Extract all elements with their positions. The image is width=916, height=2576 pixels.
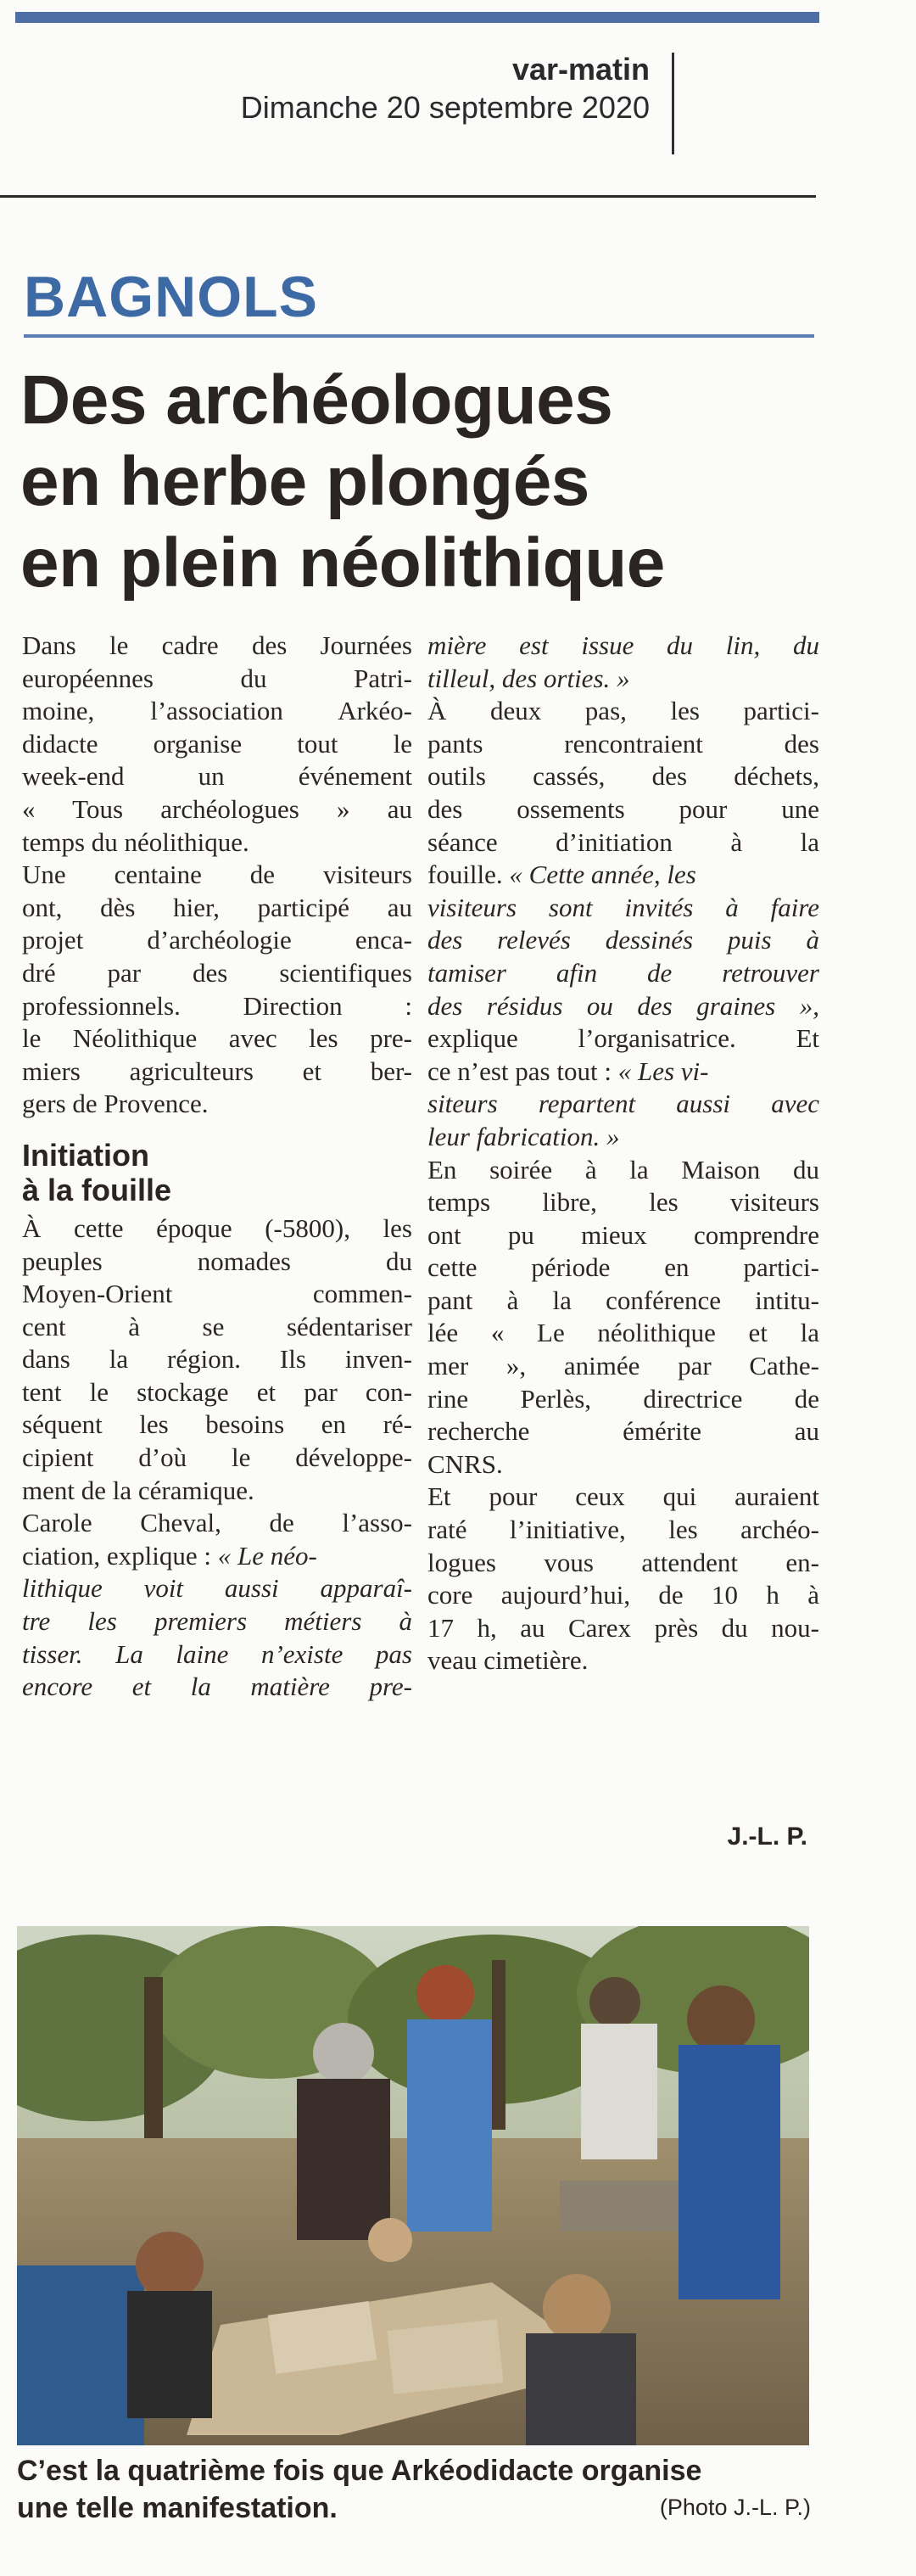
text-line: le Néolithique avec les pre- — [22, 1023, 412, 1054]
text-line: didacte organise tout le — [22, 728, 412, 759]
text-run: ce n’est pas tout : — [427, 1056, 618, 1086]
text-line: séquent les besoins en ré- — [22, 1409, 412, 1440]
caption-line: C’est la quatrième fois que Arkéodidacte organise — [17, 2455, 702, 2487]
paragraph — [427, 1481, 819, 1677]
text-line: pants rencontraient des — [427, 728, 819, 759]
quote-continuation — [427, 630, 819, 695]
quote-run: « Cette année, les — [509, 860, 696, 890]
text-line: dré par des scientifiques — [22, 957, 412, 988]
quote-line: mière est issue du lin, du — [427, 630, 819, 660]
text-line: gers de Provence. — [22, 1089, 209, 1119]
text-line: séance d’initiation à la — [427, 826, 819, 857]
text-line: rine Perlès, directrice de — [427, 1383, 819, 1414]
text-line: Et pour ceux qui auraient — [427, 1481, 819, 1512]
headline-line: en herbe plongés — [20, 443, 589, 520]
subheading — [22, 1138, 412, 1207]
text-line — [427, 1056, 819, 1089]
quote-run: « Les vi- — [617, 1056, 709, 1086]
headline-line: en plein néolithique — [20, 524, 665, 602]
photo-scene — [17, 1926, 809, 2445]
text-line: veau cimetière. — [427, 1645, 589, 1676]
text-line: cipient d’où le développe- — [22, 1442, 412, 1473]
quote-line: des résidus ou des graines », — [427, 990, 819, 1021]
text-line: ment de la céramique. — [22, 1475, 254, 1505]
text-line — [427, 859, 819, 892]
text-line: miers agriculteurs et ber- — [22, 1056, 412, 1086]
text-line: peuples nomades du — [22, 1246, 412, 1276]
text-line — [22, 1540, 412, 1573]
quote-line: lithique voit aussi apparaî- — [22, 1573, 412, 1604]
text-line: dans la région. Ils inven- — [22, 1344, 412, 1375]
quote-line: tisser. La laine n’existe pas — [22, 1638, 412, 1669]
quote-line: tre les premiers métiers à — [22, 1606, 412, 1637]
text-line: Moyen-Orient commen- — [22, 1279, 412, 1309]
text-line: Dans le cadre des Journées — [22, 630, 412, 660]
publication-date: Dimanche 20 septembre 2020 — [240, 90, 650, 125]
text-line: pant à la conférence intitu- — [427, 1285, 819, 1315]
quote-line: leur fabrication. » — [427, 1121, 620, 1151]
text-line: professionnels. Direction : — [22, 990, 412, 1021]
text-line: ont, dès hier, participé au — [22, 892, 412, 922]
text-line: core aujourd’hui, de 10 h à — [427, 1580, 819, 1610]
quote-run: « Le néo- — [217, 1540, 317, 1571]
article-column-right — [427, 630, 819, 1677]
text-line: moine, l’association Arkéo- — [22, 696, 412, 726]
author-signature: J.-L. P. — [727, 1823, 807, 1851]
text-line: explique l’organisatrice. Et — [427, 1023, 819, 1054]
article-headline — [20, 360, 818, 604]
text-line: Carole Cheval, de l’asso- — [22, 1508, 412, 1538]
text-line: En soirée à la Maison du — [427, 1154, 819, 1184]
paragraph — [427, 695, 819, 1153]
subheading-line: Initiation — [22, 1137, 149, 1173]
text-line: temps du néolithique. — [22, 826, 249, 857]
masthead — [241, 51, 650, 127]
masthead-rule — [0, 195, 816, 198]
paragraph — [22, 1507, 412, 1704]
section-rubric: BAGNOLS — [24, 265, 318, 329]
top-color-rule — [15, 12, 819, 23]
text-line: cette période en partici- — [427, 1252, 819, 1283]
text-line: lée « Le néolithique et la — [427, 1318, 819, 1348]
text-line: Une centaine de visiteurs — [22, 860, 412, 890]
text-line: raté l’initiative, les archéo- — [427, 1515, 819, 1545]
quote-line: visiteurs sont invités à faire — [427, 892, 819, 922]
paragraph — [22, 1212, 412, 1507]
text-line: temps libre, les visiteurs — [427, 1187, 819, 1218]
article-photo — [17, 1926, 809, 2445]
quote-line: encore et la matière pre- — [22, 1672, 412, 1702]
text-line: ont pu mieux comprendre — [427, 1219, 819, 1250]
text-line: week-end un événement — [22, 761, 412, 792]
text-line: 17 h, au Carex près du nou- — [427, 1612, 819, 1643]
text-line: À deux pas, les partici- — [427, 696, 819, 726]
text-line: européennes du Patri- — [22, 663, 412, 693]
quote-line: tilleul, des orties. » — [427, 663, 630, 693]
text-line: À cette époque (-5800), les — [22, 1212, 412, 1243]
text-run: ciation, explique : — [22, 1540, 218, 1571]
text-line: tent le stockage et par con- — [22, 1376, 412, 1407]
text-line: projet d’archéologie enca- — [22, 925, 412, 955]
quote-line: tamiser afin de retrouver — [427, 957, 819, 988]
text-line: mer », animée par Cathe- — [427, 1351, 819, 1381]
newspaper-name: var-matin — [511, 52, 650, 87]
quote-line: des relevés dessinés puis à — [427, 925, 819, 955]
paragraph — [22, 859, 412, 1121]
text-run: fouille. — [427, 860, 510, 890]
masthead-divider — [672, 53, 674, 154]
text-line: « Tous archéologues » au — [22, 793, 412, 824]
subheading-line: à la fouille — [22, 1172, 172, 1207]
text-line: cent à se sédentariser — [22, 1311, 412, 1341]
text-line: CNRS. — [427, 1448, 503, 1479]
text-line: logues vous attendent en- — [427, 1547, 819, 1577]
quote-line: siteurs repartent aussi avec — [427, 1089, 819, 1119]
intro-paragraph — [22, 630, 412, 859]
rubric-rule — [24, 334, 814, 338]
photo-credit: (Photo J.-L. P.) — [659, 2495, 811, 2520]
text-line: recherche émérite au — [427, 1416, 819, 1447]
text-line: outils cassés, des déchets, — [427, 761, 819, 792]
text-line: des ossements pour une — [427, 793, 819, 824]
headline-line: Des archéologues — [20, 361, 613, 439]
paragraph — [427, 1154, 819, 1481]
caption-line: une telle manifestation. — [17, 2492, 338, 2524]
article-column-left — [22, 630, 412, 1704]
